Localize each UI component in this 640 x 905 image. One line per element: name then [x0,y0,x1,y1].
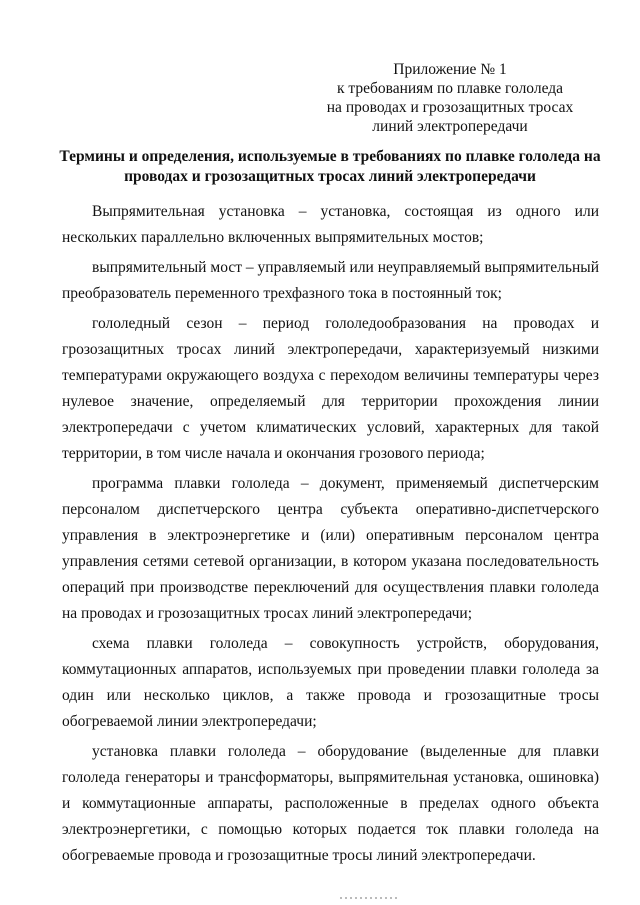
definition-rectifier-bridge: выпрямительный мост – управляемый или неуправляемый выпрямительный преобразователь переменного трехфазного тока в постоянный ток; [62,259,599,302]
definition-melting-installation: установка плавки гололеда – оборудование (выделенные для плавки гололеда генераторы и трансформаторы, выпрямительная установка, ошиновка) и коммутационные аппараты, расположенные в пределах одного объекта электроэнергетики, с помощью которых подается ток плавки гололеда на обогреваемые провода и грозозащитные тросы линий электропередачи. [62,743,599,864]
scan-artifact [340,897,400,899]
definition-rectifier-unit: Выпрямительная установка – установка, состоящая из одного или нескольких параллельно включенных выпрямительных мостов; [62,203,599,246]
appendix-line-3: на проводах и грозозащитных тросах [326,99,574,116]
document-title [40,147,620,187]
definition-melting-scheme: схема плавки гололеда – совокупность устройств, оборудования, коммутационных аппаратов, используемых при проведении плавки гололеда за один или несколько циклов, а также провода и грозозащитные тросы обогреваемой линии электропередачи; [62,635,599,730]
definition-melting-program: программа плавки гололеда – документ, применяемый диспетчерским персоналом диспетчерского центра субъекта оперативно-диспетчерского управления в электроэнергетике и (или) оперативным персоналом центра управления сетями сетевой организации, в котором указана последовательность операций при производстве переключений для осуществления плавки гололеда на проводах и грозозащитных тросах линий электропередачи; [62,475,599,622]
title-line-1: Термины и определения, используемые в требованиях по плавке гололеда на [59,148,601,165]
definition-ice-season: гололедный сезон – период гололедообразования на проводах и грозозащитных тросах линий электропередачи, характеризуемый низкими температурами окружающего воздуха с переходом величины температуры через нулевое значение, определяемый для территории прохождения линии электропередачи с учетом климатических условий, характерных для такой территории, в том числе начала и окончания грозового периода; [62,315,599,462]
appendix-number: Приложение № 1 [393,61,507,78]
appendix-line-4: линий электропередачи [372,118,528,135]
appendix-header [300,60,600,136]
title-line-2: проводах и грозозащитных тросах линий электропередачи [124,168,536,185]
definitions-body [62,199,599,873]
appendix-line-2: к требованиям по плавке гололеда [336,80,564,97]
